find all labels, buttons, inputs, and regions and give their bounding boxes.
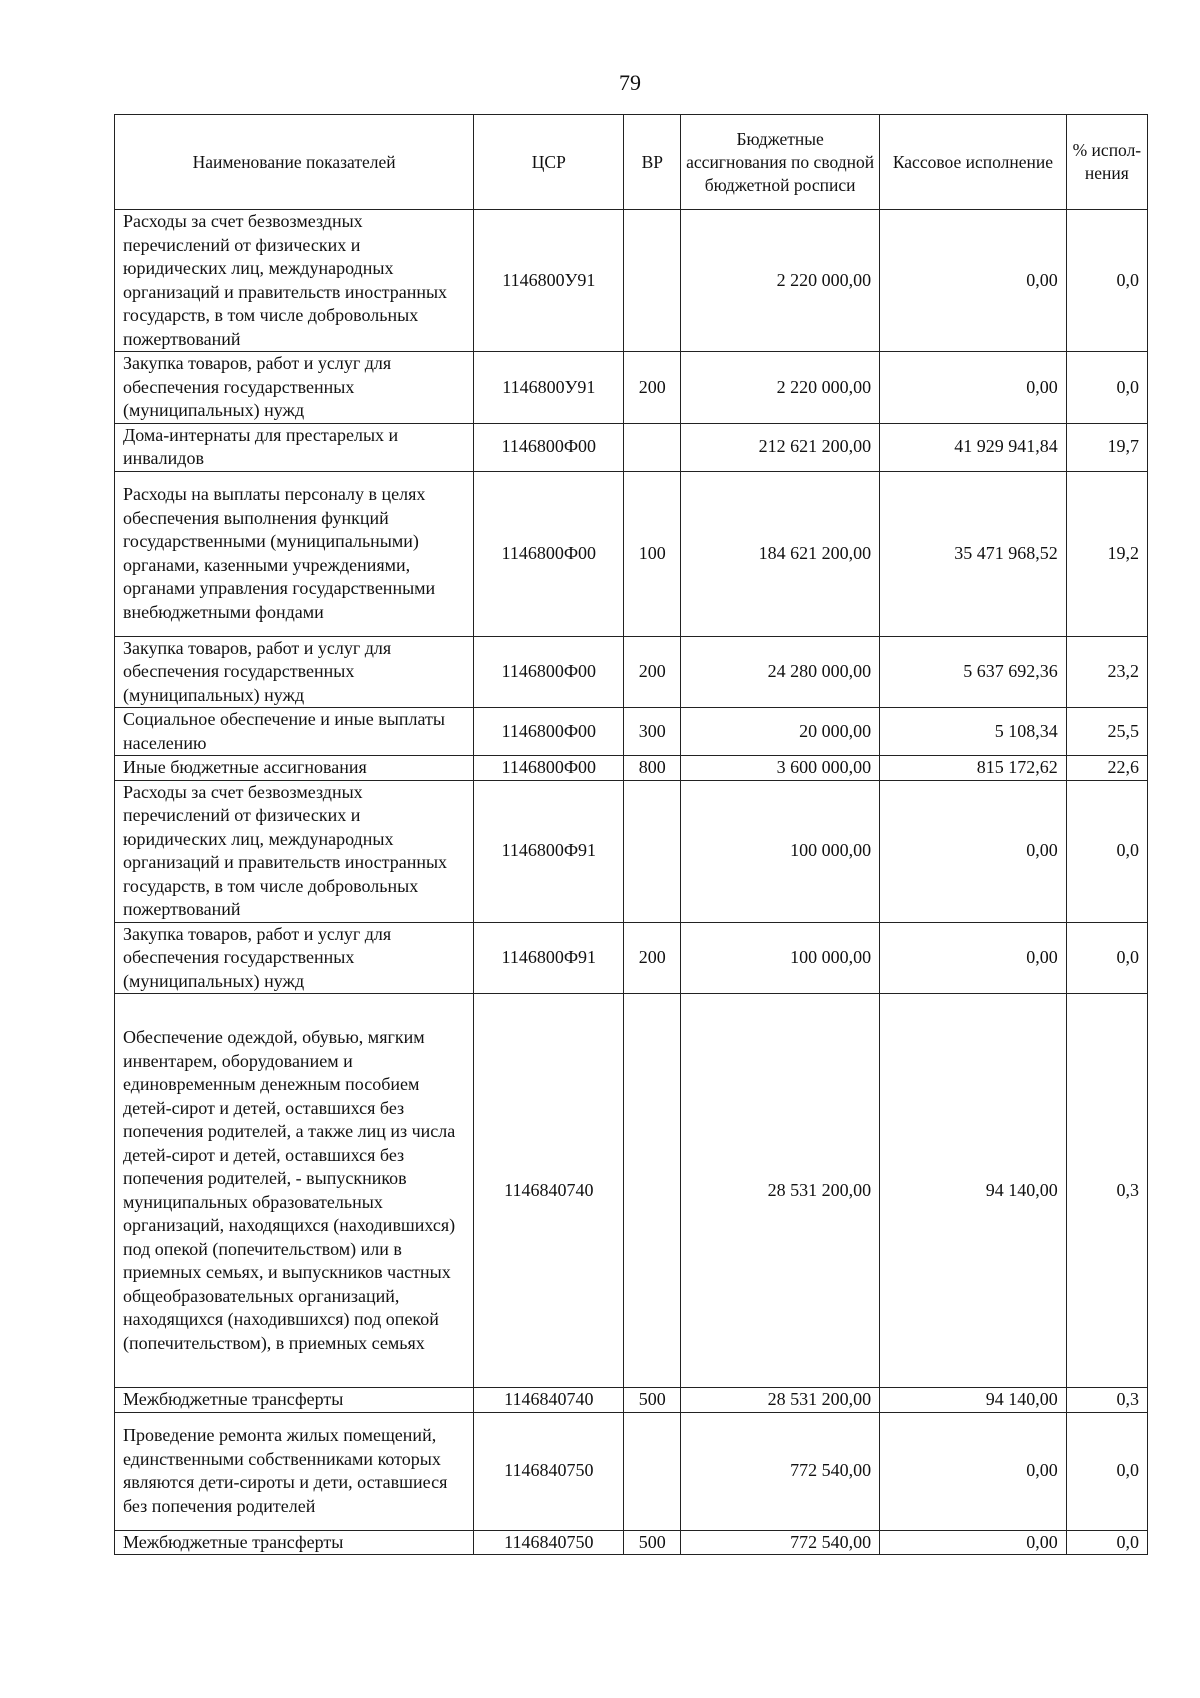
table-row xyxy=(115,471,1148,636)
row-csr: 1146800Ф00 xyxy=(474,636,624,708)
row-csr: 1146800Ф00 xyxy=(474,423,624,471)
table-row xyxy=(115,756,1148,781)
table-row xyxy=(115,352,1148,424)
row-executed: 0,00 xyxy=(880,1412,1067,1530)
row-executed: 0,00 xyxy=(880,922,1067,994)
row-percent: 0,0 xyxy=(1066,352,1147,424)
row-vr xyxy=(624,994,681,1388)
row-name: Закупка товаров, работ и услуг для обеспечения государственных (муниципальных) нужд xyxy=(115,352,474,424)
header-executed: Кассовое исполнение xyxy=(880,115,1067,210)
table-row xyxy=(115,708,1148,756)
row-assigned: 28 531 200,00 xyxy=(681,994,880,1388)
row-assigned: 772 540,00 xyxy=(681,1412,880,1530)
row-assigned: 28 531 200,00 xyxy=(681,1388,880,1413)
row-csr: 1146800У91 xyxy=(474,210,624,352)
row-csr: 1146840750 xyxy=(474,1530,624,1555)
row-vr xyxy=(624,780,681,922)
table-row xyxy=(115,1412,1148,1530)
row-percent: 19,2 xyxy=(1066,471,1147,636)
row-assigned: 20 000,00 xyxy=(681,708,880,756)
row-vr: 200 xyxy=(624,636,681,708)
row-csr: 1146800Ф00 xyxy=(474,708,624,756)
row-executed: 35 471 968,52 xyxy=(880,471,1067,636)
table-header-row xyxy=(115,115,1148,210)
row-executed: 0,00 xyxy=(880,780,1067,922)
row-name: Проведение ремонта жилых помещений, единственными собственниками которых являются дети-сироты и дети, оставшиеся без попечения родителей xyxy=(115,1412,474,1530)
header-percent: % испол-нения xyxy=(1066,115,1147,210)
row-csr: 1146800Ф00 xyxy=(474,756,624,781)
row-vr: 500 xyxy=(624,1530,681,1555)
row-csr: 1146840740 xyxy=(474,1388,624,1413)
row-csr: 1146800Ф91 xyxy=(474,780,624,922)
table-row xyxy=(115,636,1148,708)
row-vr: 800 xyxy=(624,756,681,781)
row-csr: 1146840750 xyxy=(474,1412,624,1530)
row-assigned: 100 000,00 xyxy=(681,922,880,994)
row-executed: 41 929 941,84 xyxy=(880,423,1067,471)
row-percent: 25,5 xyxy=(1066,708,1147,756)
row-percent: 22,6 xyxy=(1066,756,1147,781)
row-percent: 23,2 xyxy=(1066,636,1147,708)
row-csr: 1146840740 xyxy=(474,994,624,1388)
table-row xyxy=(115,423,1148,471)
budget-table xyxy=(114,114,1148,1555)
row-executed: 5 108,34 xyxy=(880,708,1067,756)
table-row xyxy=(115,922,1148,994)
row-assigned: 2 220 000,00 xyxy=(681,352,880,424)
row-name: Межбюджетные трансферты xyxy=(115,1530,474,1555)
table-row xyxy=(115,780,1148,922)
row-assigned: 100 000,00 xyxy=(681,780,880,922)
table-row xyxy=(115,210,1148,352)
header-name: Наименование показателей xyxy=(115,115,474,210)
row-vr xyxy=(624,1412,681,1530)
row-name: Межбюджетные трансферты xyxy=(115,1388,474,1413)
row-executed: 94 140,00 xyxy=(880,1388,1067,1413)
row-assigned: 212 621 200,00 xyxy=(681,423,880,471)
row-assigned: 2 220 000,00 xyxy=(681,210,880,352)
row-assigned: 24 280 000,00 xyxy=(681,636,880,708)
row-name: Закупка товаров, работ и услуг для обеспечения государственных (муниципальных) нужд xyxy=(115,922,474,994)
row-vr: 200 xyxy=(624,922,681,994)
row-name: Расходы за счет безвозмездных перечислений от физических и юридических лиц, международных организаций и правительств иностранных государств, в том числе добровольных пожертвований xyxy=(115,780,474,922)
row-name: Расходы за счет безвозмездных перечислений от физических и юридических лиц, международных организаций и правительств иностранных государств, в том числе добровольных пожертвований xyxy=(115,210,474,352)
row-name: Дома-интернаты для престарелых и инвалидов xyxy=(115,423,474,471)
row-percent: 19,7 xyxy=(1066,423,1147,471)
row-assigned: 3 600 000,00 xyxy=(681,756,880,781)
row-executed: 5 637 692,36 xyxy=(880,636,1067,708)
row-vr: 200 xyxy=(624,352,681,424)
row-percent: 0,0 xyxy=(1066,1530,1147,1555)
row-executed: 0,00 xyxy=(880,1530,1067,1555)
row-csr: 1146800Ф91 xyxy=(474,922,624,994)
page-number: 79 xyxy=(619,70,641,95)
row-name: Социальное обеспечение и иные выплаты населению xyxy=(115,708,474,756)
row-csr: 1146800Ф00 xyxy=(474,471,624,636)
table-row xyxy=(115,1388,1148,1413)
row-name: Расходы на выплаты персоналу в целях обеспечения выполнения функций государственными (муниципальными) органами, казенными учреждениями, органами управления государственными внебюджетными фондами xyxy=(115,471,474,636)
row-executed: 815 172,62 xyxy=(880,756,1067,781)
header-csr: ЦСР xyxy=(474,115,624,210)
row-executed: 0,00 xyxy=(880,352,1067,424)
row-vr: 100 xyxy=(624,471,681,636)
row-csr: 1146800У91 xyxy=(474,352,624,424)
row-vr: 500 xyxy=(624,1388,681,1413)
row-percent: 0,0 xyxy=(1066,922,1147,994)
row-percent: 0,0 xyxy=(1066,1412,1147,1530)
row-name: Закупка товаров, работ и услуг для обеспечения государственных (муниципальных) нужд xyxy=(115,636,474,708)
row-vr xyxy=(624,210,681,352)
row-name: Обеспечение одеждой, обувью, мягким инвентарем, оборудованием и единовременным денежным пособием детей-сирот и детей, оставшихся без попечения родителей, а также лиц из числа детей-сирот и детей, оставшихся без попечения родителей, - выпускников муниципальных образовательных организаций, находящихся (находившихся) под опекой (попечительством) или в приемных семьях, и выпускников частных общеобразовательных организаций, находящихся (находившихся) под опекой (попечительством), в приемных семьях xyxy=(115,994,474,1388)
row-assigned: 772 540,00 xyxy=(681,1530,880,1555)
row-percent: 0,0 xyxy=(1066,210,1147,352)
header-vr: ВР xyxy=(624,115,681,210)
row-percent: 0,3 xyxy=(1066,1388,1147,1413)
table-row xyxy=(115,1530,1148,1555)
row-vr xyxy=(624,423,681,471)
row-vr: 300 xyxy=(624,708,681,756)
row-assigned: 184 621 200,00 xyxy=(681,471,880,636)
row-executed: 94 140,00 xyxy=(880,994,1067,1388)
table-row xyxy=(115,994,1148,1388)
row-percent: 0,0 xyxy=(1066,780,1147,922)
row-executed: 0,00 xyxy=(880,210,1067,352)
row-name: Иные бюджетные ассигнования xyxy=(115,756,474,781)
row-percent: 0,3 xyxy=(1066,994,1147,1388)
header-assigned: Бюджетные ассигнования по сводной бюджетной росписи xyxy=(681,115,880,210)
